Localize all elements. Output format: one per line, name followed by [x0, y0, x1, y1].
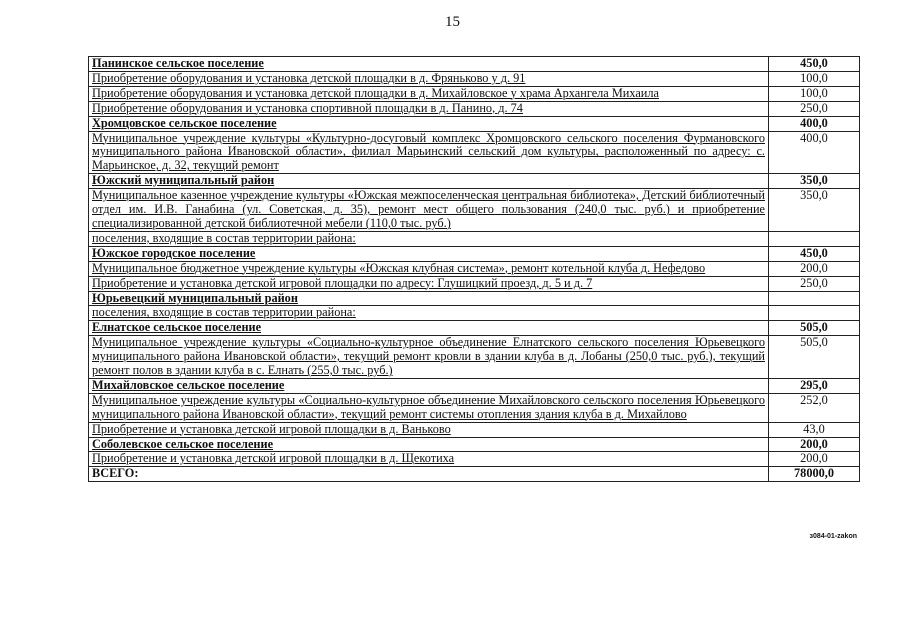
row-amount: 350,0 [769, 174, 860, 189]
row-amount: 505,0 [769, 321, 860, 336]
section-title: Соболевское сельское поселение [89, 437, 769, 452]
table-body [89, 57, 860, 482]
section-row [89, 378, 860, 393]
total-label: ВСЕГО: [89, 467, 769, 482]
document-code: з084-01-zakon [809, 533, 857, 540]
row-amount: 43,0 [769, 422, 860, 437]
table-row [89, 422, 860, 437]
row-description: Приобретение оборудования и установка детской площадки в д. Михайловское у храма Архангела Михаила [89, 86, 769, 101]
table-row [89, 336, 860, 379]
row-amount: 505,0 [769, 336, 860, 379]
row-amount [769, 291, 860, 306]
row-description: Приобретение и установка детской игровой площадки по адресу: Глушицкий проезд, д. 5 и д. 7 [89, 276, 769, 291]
table-row [89, 231, 860, 246]
section-row [89, 174, 860, 189]
row-amount: 200,0 [769, 437, 860, 452]
row-amount: 295,0 [769, 378, 860, 393]
row-amount: 200,0 [769, 261, 860, 276]
section-row [89, 246, 860, 261]
row-amount: 400,0 [769, 131, 860, 174]
row-amount [769, 306, 860, 321]
section-row [89, 57, 860, 72]
section-title: Хромцовское сельское поселение [89, 116, 769, 131]
table-row [89, 101, 860, 116]
budget-table [88, 56, 860, 482]
section-title: Южский муниципальный район [89, 174, 769, 189]
table-row [89, 86, 860, 101]
row-amount: 100,0 [769, 71, 860, 86]
row-amount: 100,0 [769, 86, 860, 101]
section-title: Юрьевецкий муниципальный район [89, 291, 769, 306]
total-row [89, 467, 860, 482]
row-amount: 400,0 [769, 116, 860, 131]
table-row [89, 393, 860, 422]
row-amount: 252,0 [769, 393, 860, 422]
table-row [89, 71, 860, 86]
total-amount: 78000,0 [769, 467, 860, 482]
table-row [89, 189, 860, 232]
section-title: Панинское сельское поселение [89, 57, 769, 72]
table-row [89, 452, 860, 467]
section-title: Елнатское сельское поселение [89, 321, 769, 336]
row-description: поселения, входящие в состав территории района: [89, 231, 769, 246]
table-row [89, 131, 860, 174]
section-title: Южское городское поселение [89, 246, 769, 261]
row-amount: 200,0 [769, 452, 860, 467]
row-description: Муниципальное учреждение культуры «Социально-культурное объединение Михайловского сельского поселения Юрьевецкого муниципального района Ивановской области», текущий ремонт системы отопления здания клуба в д. Михайлово [89, 393, 769, 422]
table-row [89, 276, 860, 291]
row-amount: 250,0 [769, 101, 860, 116]
row-amount: 450,0 [769, 57, 860, 72]
table-row [89, 261, 860, 276]
row-description: Муниципальное учреждение культуры «Социально-культурное объединение Елнатского сельского поселения Юрьевецкого муниципального района Ивановской области», текущий ремонт кровли в здании клуба в д. Лобаны (250,0 тыс. руб.), текущий ремонт полов в здании клуба в с. Елнать (255,0 тыс. руб.) [89, 336, 769, 379]
row-description: Муниципальное казенное учреждение культуры «Южская межпоселенческая центральная библиотека», Детский библиотечный отдел им. И.В. Ганабина (ул. Советская, д. 35), ремонт мест общего пользования (240,0 тыс. руб.) и приобретение специализированной детской библиотечной мебели (110,0 тыс. руб.) [89, 189, 769, 232]
row-description: Муниципальное бюджетное учреждение культуры «Южская клубная система», ремонт котельной клуба д. Нефедово [89, 261, 769, 276]
row-amount [769, 231, 860, 246]
table-row [89, 306, 860, 321]
section-row [89, 321, 860, 336]
row-amount: 450,0 [769, 246, 860, 261]
page-number: 15 [445, 14, 460, 30]
section-row [89, 116, 860, 131]
row-description: Приобретение оборудования и установка детской площадки в д. Фряньково у д. 91 [89, 71, 769, 86]
row-description: Муниципальное учреждение культуры «Культурно-досуговый комплекс Хромцовского сельского поселения Фурмановского муниципального района Ивановской области», филиал Марьинский сельский дом культуры, расположенный по адресу: с. Марьинское, д. 32, текущий ремонт [89, 131, 769, 174]
row-description: поселения, входящие в состав территории района: [89, 306, 769, 321]
row-description: Приобретение и установка детской игровой площадки в д. Щекотиха [89, 452, 769, 467]
section-row [89, 437, 860, 452]
row-amount: 250,0 [769, 276, 860, 291]
row-amount: 350,0 [769, 189, 860, 232]
row-description: Приобретение и установка детской игровой площадки в д. Ваньково [89, 422, 769, 437]
section-row [89, 291, 860, 306]
row-description: Приобретение оборудования и установка спортивной площадки в д. Панино, д. 74 [89, 101, 769, 116]
section-title: Михайловское сельское поселение [89, 378, 769, 393]
